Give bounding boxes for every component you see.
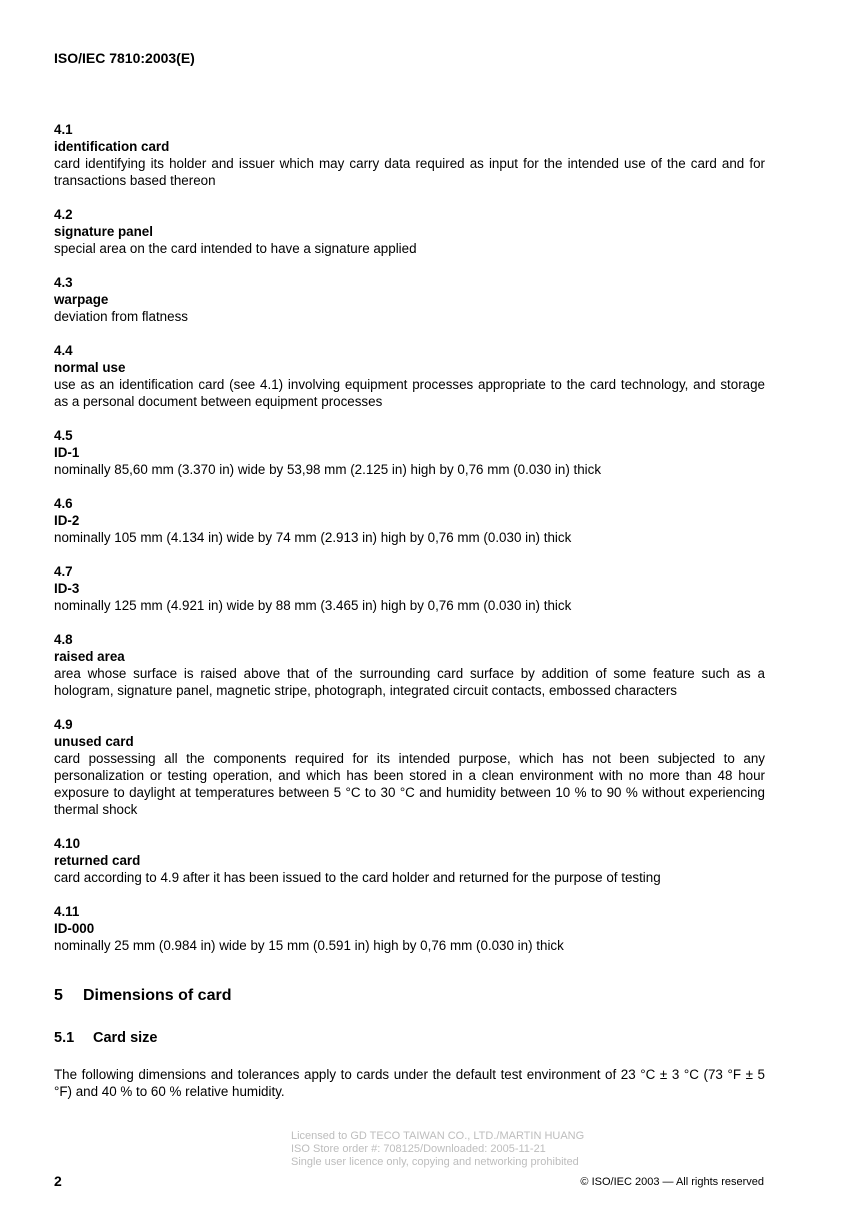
clause-heading <box>54 987 231 1005</box>
term-number: 4.9 <box>54 717 73 732</box>
licence-watermark <box>291 1130 584 1169</box>
term-name: warpage <box>54 292 109 307</box>
term-entry <box>54 716 765 818</box>
term-entry <box>54 563 765 614</box>
term-entry <box>54 206 765 257</box>
watermark-line: Licensed to GD TECO TAIWAN CO., LTD./MARTIN HUANG <box>291 1130 585 1142</box>
term-entry <box>54 903 765 954</box>
subclause-heading <box>54 1030 157 1046</box>
terms-list <box>54 121 765 971</box>
term-number: 4.10 <box>54 836 81 851</box>
clause-title: Dimensions of card <box>83 987 232 1004</box>
term-entry <box>54 631 765 699</box>
term-name: ID-3 <box>54 581 80 596</box>
term-definition: area whose surface is raised above that of the surrounding card surface by addition of some feature such as a hologram, signature panel, magnetic stripe, photograph, integrated circuit contacts, embossed characters <box>54 666 765 698</box>
term-entry <box>54 342 765 410</box>
term-name: ID-000 <box>54 921 95 936</box>
watermark-line: ISO Store order #: 708125/Downloaded: 2005-11-21 <box>291 1143 546 1155</box>
term-name: unused card <box>54 734 134 749</box>
term-definition: nominally 125 mm (4.921 in) wide by 88 mm (3.465 in) high by 0,76 mm (0.030 in) thick <box>54 598 572 613</box>
term-name: normal use <box>54 360 126 375</box>
term-definition: card identifying its holder and issuer which may carry data required as input for the intended use of the card and for transactions based thereon <box>54 156 765 188</box>
term-name: signature panel <box>54 224 153 239</box>
body-paragraph: The following dimensions and tolerances apply to cards under the default test environment of 23 °C ± 3 °C (73 °F ± 5 °F) and 40 % to 60 % relative humidity. <box>54 1067 765 1099</box>
term-name: ID-2 <box>54 513 80 528</box>
subclause-number: 5.1 <box>54 1030 75 1046</box>
term-number: 4.2 <box>54 207 73 222</box>
term-definition: use as an identification card (see 4.1) involving equipment processes appropriate to the card technology, and storage as a personal document between equipment processes <box>54 377 765 409</box>
term-definition: card according to 4.9 after it has been issued to the card holder and returned for the purpose of testing <box>54 870 661 885</box>
watermark-line: Single user licence only, copying and networking prohibited <box>291 1156 579 1168</box>
term-name: identification card <box>54 139 170 154</box>
term-entry <box>54 835 765 886</box>
term-definition: special area on the card intended to have a signature applied <box>54 241 417 256</box>
term-entry <box>54 495 765 546</box>
term-definition: deviation from flatness <box>54 309 188 324</box>
term-number: 4.8 <box>54 632 73 647</box>
term-number: 4.7 <box>54 564 73 579</box>
term-name: ID-1 <box>54 445 80 460</box>
term-number: 4.6 <box>54 496 73 511</box>
term-number: 4.3 <box>54 275 73 290</box>
page-number: 2 <box>54 1173 62 1189</box>
term-definition: nominally 85,60 mm (3.370 in) wide by 53,98 mm (2.125 in) high by 0,76 mm (0.030 in) thick <box>54 462 602 477</box>
term-entry <box>54 427 765 478</box>
term-entry <box>54 121 765 189</box>
term-number: 4.11 <box>54 904 80 919</box>
document-header-title: ISO/IEC 7810:2003(E) <box>54 50 195 66</box>
term-entry <box>54 274 765 325</box>
term-name: returned card <box>54 853 141 868</box>
term-definition: nominally 105 mm (4.134 in) wide by 74 mm (2.913 in) high by 0,76 mm (0.030 in) thick <box>54 530 572 545</box>
term-definition: nominally 25 mm (0.984 in) wide by 15 mm (0.591 in) high by 0,76 mm (0.030 in) thick <box>54 938 564 953</box>
term-definition: card possessing all the components required for its intended purpose, which has not been subjected to any personalization or testing operation, and which has been stored in a clean environment with no more than 48 hour exposure to daylight at temperatures between 5 °C to 30 °C and humidity between 10 % to 90 % without experiencing thermal shock <box>54 751 765 817</box>
copyright-notice: © ISO/IEC 2003 — All rights reserved <box>580 1176 764 1188</box>
term-number: 4.1 <box>54 122 73 137</box>
term-number: 4.5 <box>54 428 73 443</box>
term-name: raised area <box>54 649 125 664</box>
clause-number: 5 <box>54 987 63 1004</box>
term-number: 4.4 <box>54 343 73 358</box>
subclause-title: Card size <box>93 1030 158 1046</box>
